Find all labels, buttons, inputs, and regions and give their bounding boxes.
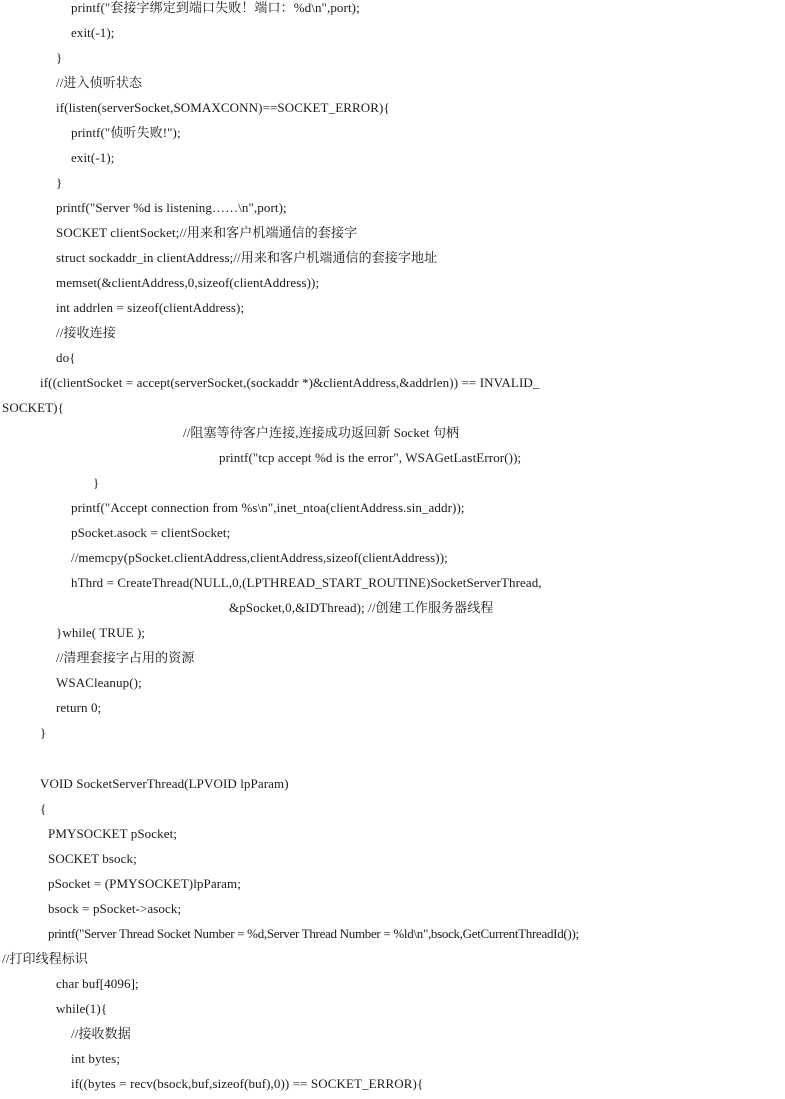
code-line: while(1){ (56, 1001, 108, 1016)
code-line: printf("Server Thread Socket Number = %d,Server Thread Number = %ld\n",bsock,GetCurrentThreadId()); (48, 926, 579, 941)
code-line: if(listen(serverSocket,SOMAXCONN)==SOCKET_ERROR){ (56, 100, 390, 115)
code-line: //打印线程标识 (2, 951, 89, 966)
code-line: //进入侦听状态 (56, 75, 143, 90)
code-line: } (40, 725, 47, 740)
code-line: memset(&clientAddress,0,sizeof(clientAddress)); (56, 275, 320, 290)
code-line: return 0; (56, 700, 102, 715)
code-line: } (56, 175, 63, 190)
code-line: VOID SocketServerThread(LPVOID lpParam) (40, 776, 289, 791)
code-line: //阻塞等待客户连接,连接成功返回新 Socket 句柄 (183, 425, 460, 440)
code-line: bsock = pSocket->asock; (48, 901, 182, 916)
code-line: //接收数据 (71, 1026, 131, 1041)
code-line: int addrlen = sizeof(clientAddress); (56, 300, 245, 315)
code-line: pSocket = (PMYSOCKET)lpParam; (48, 876, 241, 891)
code-line: struct sockaddr_in clientAddress;//用来和客户机端通信的套接字地址 (56, 250, 438, 265)
code-line: //清理套接字占用的资源 (56, 650, 195, 665)
code-line: SOCKET bsock; (48, 851, 137, 866)
code-line: printf("套接字绑定到端口失败！端口：%d\n",port); (71, 0, 360, 15)
code-line: { (40, 801, 47, 816)
code-line: int bytes; (71, 1051, 121, 1066)
code-line: exit(-1); (71, 150, 115, 165)
code-line: exit(-1); (71, 25, 115, 40)
code-line: if((clientSocket = accept(serverSocket,(sockaddr *)&clientAddress,&addrlen)) == INVALID_ (40, 375, 540, 390)
code-line: if((bytes = recv(bsock,buf,sizeof(buf),0)) == SOCKET_ERROR){ (71, 1076, 424, 1091)
code-line: printf("tcp accept %d is the error", WSAGetLastError()); (219, 450, 522, 465)
code-line: SOCKET clientSocket;//用来和客户机端通信的套接字 (56, 225, 358, 240)
code-line: } (56, 50, 63, 65)
code-line: }while( TRUE ); (56, 625, 146, 640)
code-line: SOCKET){ (2, 400, 64, 415)
code-line: printf("侦听失败!"); (71, 125, 181, 140)
code-line: WSACleanup(); (56, 675, 142, 690)
code-line: do{ (56, 350, 76, 365)
code-line: //memcpy(pSocket.clientAddress,clientAddress,sizeof(clientAddress)); (71, 550, 448, 565)
code-line: printf("Server %d is listening……\n",port); (56, 200, 287, 215)
code-line: PMYSOCKET pSocket; (48, 826, 178, 841)
code-line: //接收连接 (56, 325, 116, 340)
code-line: char buf[4096]; (56, 976, 139, 991)
code-line: &pSocket,0,&IDThread); //创建工作服务器线程 (229, 600, 494, 615)
code-line: } (93, 475, 100, 490)
code-line: pSocket.asock = clientSocket; (71, 525, 231, 540)
code-line: hThrd = CreateThread(NULL,0,(LPTHREAD_START_ROUTINE)SocketServerThread, (71, 575, 542, 590)
code-line: printf("Accept connection from %s\n",inet_ntoa(clientAddress.sin_addr)); (71, 500, 465, 515)
